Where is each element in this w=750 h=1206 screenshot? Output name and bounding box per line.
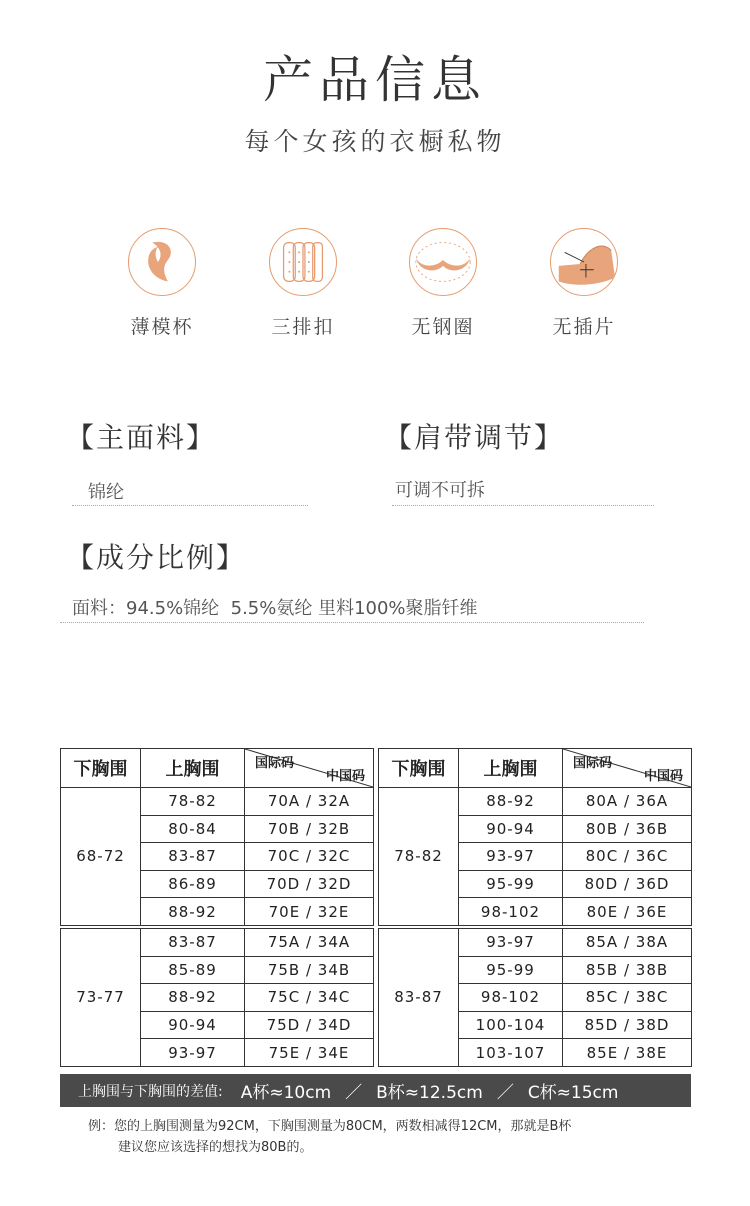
size-cell: 70A / 32A [245,788,374,816]
difference-label: 上胸围与下胸围的差值: [78,1083,223,1100]
page-subtitle: 每个女孩的衣橱私物 [244,127,506,156]
strap-value: 可调不可拆 [395,480,485,501]
size-table-right [378,748,692,1067]
divider [392,505,654,506]
bust-cell: 88-92 [141,898,245,927]
wire-free-icon [409,228,477,296]
size-cell: 75E / 34E [245,1039,374,1067]
composition-title: 【成分比例】 [66,541,247,574]
size-cell: 80B / 36B [563,815,692,843]
no-insert-pad-icon [550,228,618,296]
bust-cell: 83-87 [141,843,245,871]
bust-cell: 88-92 [141,984,245,1012]
composition-value: 面料：94.5%锦纶 5.5%氨纶 里料100%聚脂钎维 [72,598,478,619]
size-cell: 85C / 38C [563,984,692,1012]
underbust-cell: 83-87 [379,927,459,1066]
header-bust: 上胸围 [459,749,563,788]
table-row [61,788,374,816]
size-cell: 80A / 36A [563,788,692,816]
feature-label: 三排扣 [271,316,335,338]
separator: ／ [496,1083,514,1103]
size-cell: 85E / 38E [563,1039,692,1067]
size-example-note [88,1116,688,1158]
thin-cup-icon [128,228,196,296]
bust-cell: 86-89 [141,870,245,898]
bust-cell: 95-99 [459,956,563,984]
underbust-cell: 78-82 [379,788,459,927]
header-cn: 中国码 [643,769,683,784]
fabric-value: 锦纶 [88,482,124,503]
size-cell: 85B / 38B [563,956,692,984]
divider [60,622,644,623]
feature-label: 无插片 [552,316,616,338]
feature-wire-free [388,228,498,339]
feature-thin-cup [107,228,217,339]
header-intl: 国际码 [573,756,613,771]
header-size [245,749,374,788]
header-underbust: 下胸围 [379,749,459,788]
bust-cell: 103-107 [459,1039,563,1067]
header-underbust: 下胸围 [61,749,141,788]
underbust-cell: 73-77 [61,927,141,1066]
size-cell: 80E / 36E [563,898,692,927]
bust-cell: 90-94 [459,815,563,843]
separator: ／ [345,1083,363,1103]
note-line-2: 建议您应该选择的想找为80B的。 [118,1140,313,1155]
divider [72,505,308,506]
bust-cell: 93-97 [459,843,563,871]
table-row [61,927,374,956]
bust-cell: 93-97 [141,1039,245,1067]
feature-label: 薄模杯 [130,316,194,338]
cup-c-difference: C杯≈15cm [527,1083,619,1103]
bust-cell: 90-94 [141,1011,245,1039]
feature-three-row-hook [248,228,358,339]
size-cell: 70C / 32C [245,843,374,871]
bust-cell: 93-97 [459,927,563,956]
size-cell: 75A / 34A [245,927,374,956]
strap-title: 【肩带调节】 [384,421,565,454]
size-cell: 70B / 32B [245,815,374,843]
feature-no-insert [529,228,639,339]
table-row [379,788,692,816]
cup-a-difference: A杯≈10cm [240,1083,332,1103]
cup-difference-bar [60,1074,691,1107]
bust-cell: 78-82 [141,788,245,816]
underbust-cell: 68-72 [61,788,141,927]
cup-b-difference: B杯≈12.5cm [376,1083,483,1103]
note-line-1: 例：您的上胸围测量为92CM，下胸围测量为80CM，两数相减得12CM，那就是B杯 [88,1119,572,1134]
bust-cell: 95-99 [459,870,563,898]
bust-cell: 80-84 [141,815,245,843]
header-bust: 上胸围 [141,749,245,788]
feature-label: 无钢圈 [411,316,475,338]
size-cell: 80C / 36C [563,843,692,871]
size-cell: 70D / 32D [245,870,374,898]
size-table-left [60,748,374,1067]
header-size [563,749,692,788]
bust-cell: 88-92 [459,788,563,816]
size-cell: 70E / 32E [245,898,374,927]
header-intl: 国际码 [255,756,295,771]
size-cell: 75C / 34C [245,984,374,1012]
header-cn: 中国码 [325,769,365,784]
size-cell: 85D / 38D [563,1011,692,1039]
bust-cell: 98-102 [459,984,563,1012]
page-title: 产品信息 [263,51,487,109]
size-cell: 80D / 36D [563,870,692,898]
fabric-title: 【主面料】 [66,421,217,454]
bust-cell: 85-89 [141,956,245,984]
bust-cell: 83-87 [141,927,245,956]
size-cell: 85A / 38A [563,927,692,956]
size-cell: 75B / 34B [245,956,374,984]
bust-cell: 100-104 [459,1011,563,1039]
three-row-hook-icon [269,228,337,296]
bust-cell: 98-102 [459,898,563,927]
size-cell: 75D / 34D [245,1011,374,1039]
table-row [379,927,692,956]
